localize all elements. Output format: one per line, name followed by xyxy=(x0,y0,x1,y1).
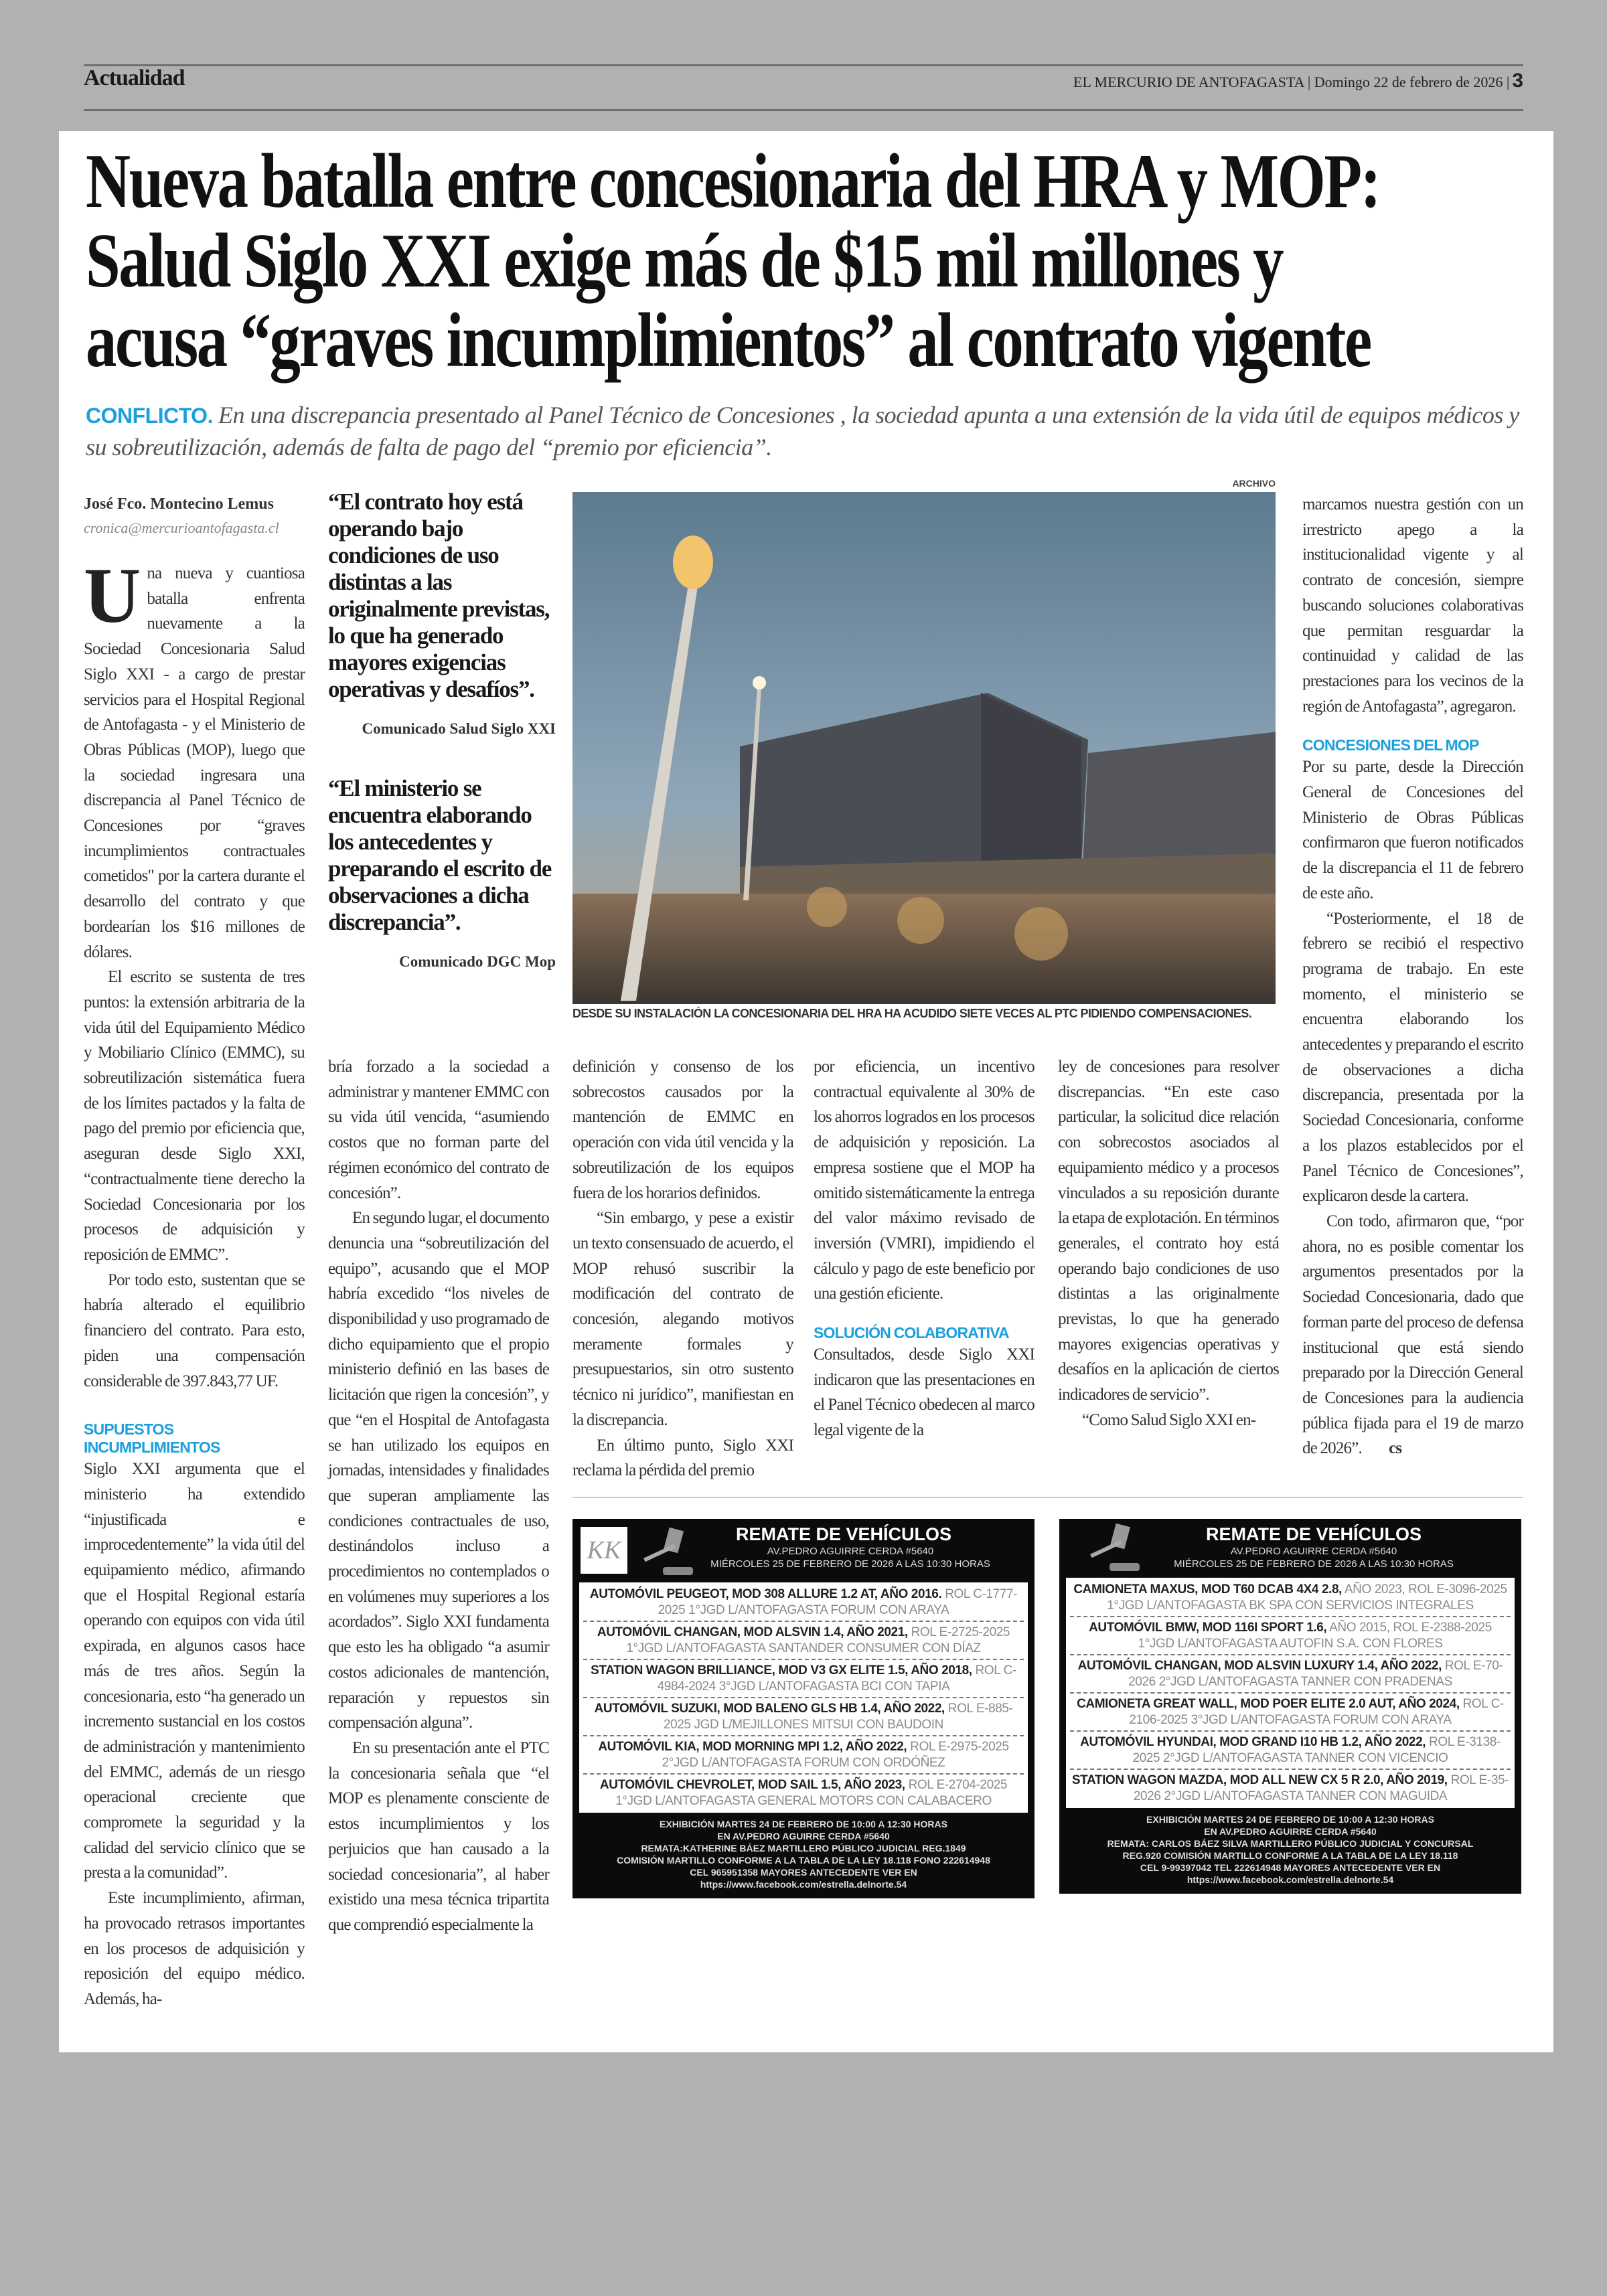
paragraph xyxy=(1302,1209,1523,1461)
ad-footer xyxy=(572,1813,1035,1896)
ad-footer-line: CEL 965951358 MAYORES ANTECEDENTE VER EN xyxy=(690,1867,917,1878)
headline-line-3: acusa “graves incumplimientos” al contrato vigente xyxy=(86,298,1371,384)
end-mark-icon: cs xyxy=(1389,1439,1402,1458)
auction-ad-right xyxy=(1059,1519,1521,1894)
case-rol: ROL E-2704-2025 1°JGD L/ANTOFAGASTA GENERAL MOTORS CON CALABACERO xyxy=(615,1778,1008,1808)
case-rol: ROL C-1777-2025 1°JGD L/ANTOFAGASTA FORUM CON ARAYA xyxy=(658,1587,1018,1617)
header-bottom-rule xyxy=(84,109,1523,111)
paragraph: “Posteriormente, el 18 de febrero se recibió el respectivo programa de trabajo. En este momento, el ministerio se encuentra elaborando los antecedentes y preparando el escrito de observaciones a dicha discrepancia, presentada por la Sociedad Concesionaria, conforme a los plazos establecidos por el Panel Técnico de Concesiones”, explicaron desde la cartera. xyxy=(1302,909,1523,1206)
ad-vehicle-item xyxy=(1070,1694,1511,1732)
paragraph: por eficiencia, un incentivo contractual equivalente al 30% de los ahorros logrados en los procesos de adquisición y reposición. La empresa sostiene que el MOP ha omitido sistemáticamente la entrega del valor máximo revisado de inversión (VMRI), impidiendo el cálculo y pago de este beneficio por una gestión eficiente. xyxy=(814,1058,1035,1303)
vehicle-description: CAMIONETA GREAT WALL, MOD POER ELITE 2.0 AUT, AÑO 2024, xyxy=(1077,1697,1460,1711)
ad-title: REMATE DE VEHÍCULOS xyxy=(735,1524,952,1544)
case-rol: ROL E-885-2025 JGD L/MEJILLONES MITSUI CON BAUDOIN xyxy=(664,1702,1013,1732)
case-rol: AÑO 2023, ROL E-3096-2025 1°JGD L/ANTOFAGASTA BK SPA CON SERVICIOS INTEGRALES xyxy=(1107,1582,1507,1613)
page-number: 3 xyxy=(1512,70,1523,92)
photo-credit: ARCHIVO xyxy=(1232,478,1276,489)
drop-cap: U xyxy=(84,552,141,639)
case-rol: ROL E-2975-2025 2°JGD L/ANTOFAGASTA FORUM CON ORDÓÑEZ xyxy=(662,1740,1009,1770)
article-column-4 xyxy=(814,1054,1035,1443)
article-column-2 xyxy=(328,1054,549,1938)
ad-footer-line: EN AV.PEDRO AGUIRRE CERDA #5640 xyxy=(717,1831,890,1841)
headline-line-1: Nueva batalla entre concesionaria del HRA y MOP: xyxy=(86,139,1380,224)
ad-vehicle-item xyxy=(1070,1655,1511,1694)
ad-footer-line: REG.920 COMISIÓN MARTILLO CONFORME A LA TABLA DE LA LEY 18.118 xyxy=(1122,1850,1458,1861)
ad-divider xyxy=(572,1497,1523,1498)
ad-vehicle-item xyxy=(583,1736,1024,1775)
ad-items xyxy=(579,1582,1028,1813)
paragraph: definición y consenso de los sobrecostos causados por la mantención de EMMC en operación con vida útil vencida y la sobreutilización de los equipos fuera de los horarios definidos. xyxy=(572,1058,793,1202)
subheading-solucion: SOLUCIÓN COLABORATIVA xyxy=(814,1324,1009,1342)
section-label: Actualidad xyxy=(84,66,185,90)
ad-footer-line: EN AV.PEDRO AGUIRRE CERDA #5640 xyxy=(1204,1826,1377,1837)
ad-vehicle-item xyxy=(1070,1579,1511,1617)
paragraph: “Como Salud Siglo XXI en- xyxy=(1082,1410,1256,1429)
paragraph: En último punto, Siglo XXI reclama la pérdida del premio xyxy=(572,1436,793,1480)
paragraph: na nueva y cuantiosa batalla enfrenta nuevamente a la Sociedad Concesionaria Salud Siglo XXI - a cargo de prestar servicios para el Hospital Regional de Antofagasta - y el Ministerio de Obras Públicas (MOP), luego que la sociedad ingresara una discrepancia al Panel Técnico de Concesiones por “graves incumplimientos contractuales cometidos" por la cartera durante el desarrollo del contrato y que bordearían los $16 millones de dólares. xyxy=(84,564,305,961)
ad-vehicle-item xyxy=(1070,1770,1511,1807)
ad-vehicle-item xyxy=(583,1584,1024,1622)
ad-address: AV.PEDRO AGUIRRE CERDA #5640 xyxy=(767,1546,934,1557)
subheading-supuestos: SUPUESTOS INCUMPLIMIENTOS xyxy=(84,1420,220,1457)
ad-footer-line: REMATA:KATHERINE BÁEZ MARTILLERO PÚBLICO JUDICIAL REG.1849 xyxy=(641,1843,966,1854)
ad-address: AV.PEDRO AGUIRRE CERDA #5640 xyxy=(1230,1546,1397,1557)
kk-logo: KK xyxy=(581,1527,627,1574)
deck xyxy=(86,399,1525,463)
ad-footer-line: EXHIBICIÓN MARTES 24 DE FEBRERO DE 10:00 A 12:30 HORAS xyxy=(660,1819,947,1829)
headline-line-2: Salud Siglo XXI exige más de $15 mil millones y xyxy=(86,218,1283,304)
vehicle-description: AUTOMÓVIL PEUGEOT, MOD 308 ALLURE 1.2 AT, AÑO 2016. xyxy=(589,1587,942,1601)
facebook-link[interactable]: https://www.facebook.com/estrella.delnorte.54 xyxy=(700,1879,907,1890)
auction-ad-left xyxy=(572,1519,1035,1898)
article-column-3 xyxy=(572,1054,793,1483)
ad-footer-line: REMATA: CARLOS BÁEZ SILVA MARTILLERO PÚBLICO JUDICIAL Y CONCURSAL xyxy=(1107,1838,1474,1849)
article-column-6 xyxy=(1302,492,1523,1461)
pull-quote-1: “El contrato hoy está operando bajo condiciones de uso distintas a las originalmente previstas, lo que ha generado mayores exigencias operativas y desafíos”. xyxy=(328,489,550,702)
masthead xyxy=(1073,70,1523,92)
case-rol: ROL C-2106-2025 3°JGD L/ANTOFAGASTA FORUM CON ARAYA xyxy=(1129,1697,1504,1727)
article-column-5 xyxy=(1058,1054,1279,1433)
header-top-rule xyxy=(84,64,1523,66)
ad-vehicle-item xyxy=(583,1622,1024,1660)
vehicle-description: AUTOMÓVIL BMW, MOD 116I SPORT 1.6, xyxy=(1089,1621,1327,1635)
masthead-text: EL MERCURIO DE ANTOFAGASTA | Domingo 22 de febrero de 2026 | xyxy=(1073,74,1510,90)
paragraph: Por su parte, desde la Dirección General de Concesiones del Ministerio de Obras Públicas confirmaron que fueron notificados de la discrepancia el 11 de febrero de este año. xyxy=(1302,758,1523,902)
byline-author: José Fco. Montecino Lemus xyxy=(84,495,274,513)
ad-footer-line: COMISIÓN MARTILLO CONFORME A LA TABLA DE LA LEY 18.118 FONO 222614948 xyxy=(617,1855,990,1866)
vehicle-description: AUTOMÓVIL CHEVROLET, MOD SAIL 1.5, AÑO 2023, xyxy=(599,1778,905,1792)
case-rol: ROL E-3138-2025 2°JGD L/ANTOFAGASTA TANNER CON VICENCIO xyxy=(1132,1735,1501,1765)
pull-quote-1-source: Comunicado Salud Siglo XXI xyxy=(362,720,556,737)
paragraph: En segundo lugar, el documento denuncia una “sobreutilización del equipo”, acusando que el MOP habría excedido “los niveles de disponibilidad y uso programado de dicho equipamiento que el propio ministerio definió en las bases de licitación que rigen la concesión”, y que “en el Hospital de Antofagasta se han utilizado los equipos en jornadas, intensidades y finalidades que superan ampliamente las condiciones contractuales de uso, destinándolos incluso a procedimientos no contemplados o en volúmenes muy superiores a los acordados”. Siglo XXI fundamenta que esto les ha obligado “a asumir costos adicionales de mantención, reparación y repuestos sin compensación alguna”. xyxy=(328,1209,549,1732)
case-rol: AÑO 2015, ROL E-2388-2025 1°JGD L/ANTOFAGASTA AUTOFIN S.A. CON FLORES xyxy=(1138,1621,1492,1651)
vehicle-description: AUTOMÓVIL SUZUKI, MOD BALENO GLS HB 1.4, AÑO 2022, xyxy=(594,1702,945,1716)
paragraph: marcamos nuestra gestión con un irrestricto apego a la institucionalidad vigente y al contrato de concesión, siempre buscando soluciones colaborativas que permitan resguardar la continuidad y calidad de las prestaciones para los vecinos de la región de Antofagasta”, agregaron. xyxy=(1302,495,1523,716)
photo-caption: DESDE SU INSTALACIÓN LA CONCESIONARIA DEL HRA HA ACUDIDO SIETE VECES AL PTC PIDIENDO COMPENSACIONES. xyxy=(572,1007,1252,1020)
ad-header xyxy=(572,1519,1035,1582)
paragraph: Siglo XXI argumenta que el ministerio ha extendido “injustificada e improcedentemente” la vida útil del equipamiento médico, afirmando que el Hospital Regional estaría operando con equipos con vida útil expirada, en algunos casos hace más de tres años. Según la concesionaria, esto “ha generado un incremento sustancial en los costos de administración y mantenimiento del EMMC, además de un riesgo operacional creciente que compromete la seguridad y la calidad del servicio clínico que se presta a la comunidad”. xyxy=(84,1460,305,1882)
pull-quote-2-source: Comunicado DGC Mop xyxy=(399,953,556,970)
article-column-1 xyxy=(84,552,305,2012)
subheading-concesiones: CONCESIONES DEL MOP xyxy=(1302,736,1479,754)
ad-title: REMATE DE VEHÍCULOS xyxy=(1205,1524,1422,1544)
vehicle-description: STATION WAGON MAZDA, MOD ALL NEW CX 5 R 2.0, AÑO 2019, xyxy=(1071,1773,1448,1787)
ad-date: MIÉRCOLES 25 DE FEBRERO DE 2026 A LAS 10:30 HORAS xyxy=(1174,1558,1454,1570)
vehicle-description: AUTOMÓVIL HYUNDAI, MOD GRAND I10 HB 1.2, AÑO 2022, xyxy=(1080,1735,1426,1749)
paragraph: Consultados, desde Siglo XXI indicaron que las presentaciones en el Panel Técnico obedecen al marco legal vigente de la xyxy=(814,1345,1035,1440)
ad-vehicle-item xyxy=(583,1698,1024,1736)
case-rol: ROL C-4984-2024 3°JGD L/ANTOFAGASTA BCI CON TAPIA xyxy=(657,1663,1016,1694)
ad-footer-line: CEL 9-99397042 TEL 222614948 MAYORES ANTECEDENTE VER EN xyxy=(1140,1862,1441,1873)
facebook-link[interactable]: https://www.facebook.com/estrella.delnorte.54 xyxy=(1187,1874,1394,1885)
gavel-icon xyxy=(1086,1522,1146,1575)
vehicle-description: AUTOMÓVIL KIA, MOD MORNING MPI 1.2, AÑO 2022, xyxy=(598,1740,907,1754)
ad-footer-line: EXHIBICIÓN MARTES 24 DE FEBRERO DE 10:00 A 12:30 HORAS xyxy=(1146,1814,1434,1825)
paragraph: En su presentación ante el PTC la concesionaria señala que “el MOP es plenamente consciente de estos incumplimientos y los perjuicios que han causado a la sociedad concesionaria”, al haber existido una mesa técnica tripartita que comprendió especialmente la xyxy=(328,1738,549,1934)
ad-items xyxy=(1066,1578,1515,1808)
deck-kicker: CONFLICTO. xyxy=(86,404,213,428)
vehicle-description: AUTOMÓVIL CHANGAN, MOD ALSVIN LUXURY 1.4, AÑO 2022, xyxy=(1077,1659,1442,1673)
case-rol: ROL E-35-2026 2°JGD L/ANTOFAGASTA TANNER CON MAGUIDA xyxy=(1133,1773,1509,1803)
paragraph: Este incumplimiento, afirman, ha provocado retrasos importantes en los procesos de adquisición y reposición del equipo médico. Además, ha- xyxy=(84,1889,305,2008)
ad-vehicle-item xyxy=(1070,1617,1511,1655)
ad-footer xyxy=(1059,1808,1521,1891)
ad-header xyxy=(1059,1519,1521,1578)
pull-quotes xyxy=(328,489,556,971)
paragraph: El escrito se sustenta de tres puntos: la extensión arbitraria de la vida útil del Equipamiento Médico y Mobiliario Clínico (EMMC), su sobreutilización sistemática fuera de los límites pactados y la falta de pago del premio por eficiencia que, aseguran desde Siglo XXI, “contractualmente tiene derecho la Sociedad Concesionaria por los procesos de adquisición y reposición de EMMC”. xyxy=(84,968,305,1264)
paragraph: bría forzado a la sociedad a administrar y mantener EMMC con su vida útil vencida, “asumiendo costos que no forman parte del régimen económico del contrato de concesión”. xyxy=(328,1058,549,1202)
ad-vehicle-item xyxy=(583,1775,1024,1811)
paragraph: Por todo esto, sustentan que se habría alterado el equilibrio financiero del contrato. Para esto, piden una compensación considerable de 397.843,77 UF. xyxy=(84,1270,305,1390)
paragraph-text: Con todo, afirmaron que, “por ahora, no es posible comentar los argumentos presentados por la Sociedad Concesionaria, dado que forman parte del proceso de defensa institucional que está siendo preparado por la Dirección General de Concesiones para la audiencia pública fijada para el 19 de marzo de 2026”. xyxy=(1302,1212,1523,1458)
case-rol: ROL E-2725-2025 1°JGD L/ANTOFAGASTA SANTANDER CONSUMER CON DÍAZ xyxy=(626,1625,1010,1655)
paragraph: ley de concesiones para resolver discrepancias. “En este caso particular, la solicitud dice relación con sobrecostos asociados al equipamiento médico y a procesos vinculados a su reposición durante la etapa de explotación. En términos generales, el contrato hoy está operando bajo condiciones de uso distintas a las originalmente previstas, lo que ha generado mayores exigencias operativas y desafíos en la aplicación de ciertos indicadores de servicio”. xyxy=(1058,1058,1279,1404)
paragraph: “Sin embargo, y pese a existir un texto consensuado de acuerdo, el MOP rehusó suscribir la modificación del contrato de concesión, alegando motivos meramente formales y presupuestarios, sin otro sustento técnico ni jurídico”, manifiestan en la discrepancia. xyxy=(572,1209,793,1429)
pull-quote-2: “El ministerio se encuentra elaborando los antecedentes y preparando el escrito de observaciones a dicha discrepancia”. xyxy=(328,775,552,935)
vehicle-description: STATION WAGON BRILLIANCE, MOD V3 GX ELITE 1.5, AÑO 2018, xyxy=(591,1663,972,1677)
vehicle-description: AUTOMÓVIL CHANGAN, MOD ALSVIN 1.4, AÑO 2021, xyxy=(597,1625,908,1639)
ad-date: MIÉRCOLES 25 DE FEBRERO DE 2026 A LAS 10:30 HORAS xyxy=(710,1558,990,1570)
deck-text: En una discrepancia presentado al Panel Técnico de Concesiones , la sociedad apunta a una extensión de la vida útil de equipos médicos y su sobreutilización, además de falta de pago del “premio por eficiencia”. xyxy=(86,402,1519,461)
ad-vehicle-item xyxy=(583,1660,1024,1698)
case-rol: ROL E-70-2026 2°JGD L/ANTOFAGASTA TANNER CON PRADENAS xyxy=(1128,1659,1503,1689)
byline-email[interactable]: cronica@mercurioantofagasta.cl xyxy=(84,519,279,536)
gavel-icon xyxy=(639,1526,700,1579)
ad-vehicle-item xyxy=(1070,1732,1511,1770)
vehicle-description: CAMIONETA MAXUS, MOD T60 DCAB 4X4 2.8, xyxy=(1073,1582,1343,1596)
hospital-photo xyxy=(572,492,1276,1004)
